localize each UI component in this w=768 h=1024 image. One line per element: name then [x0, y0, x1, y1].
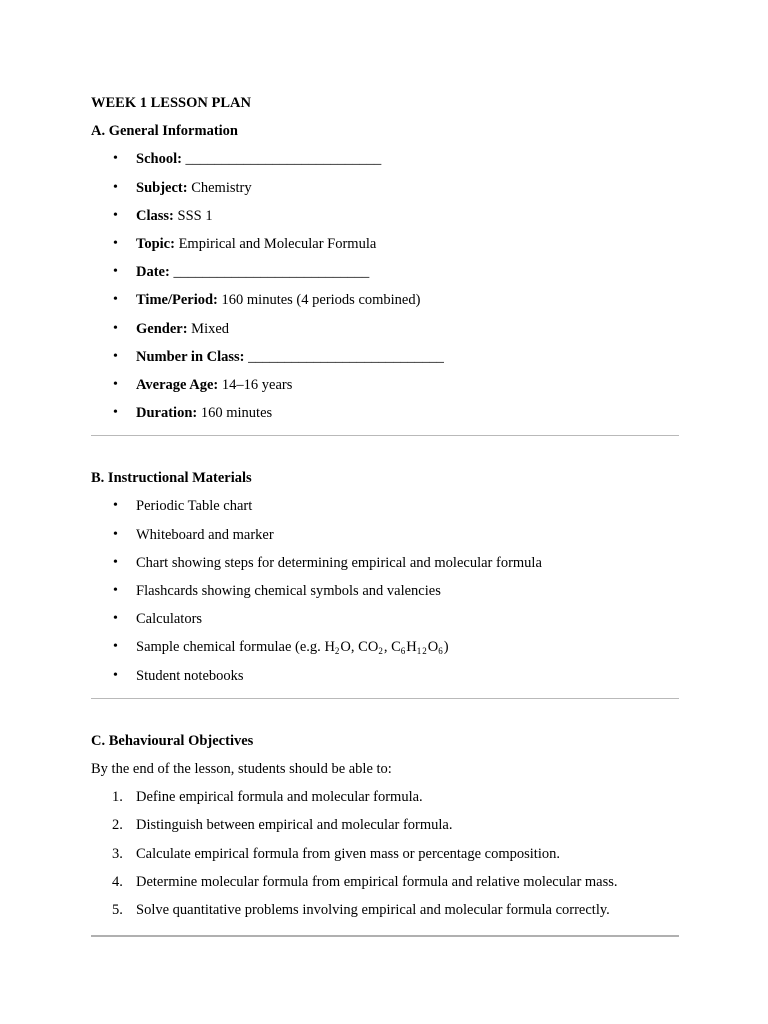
info-label: Subject:	[136, 179, 188, 196]
material-text: Flashcards showing chemical symbols and valencies	[136, 583, 441, 599]
info-label: Class:	[136, 207, 174, 224]
objective-item	[91, 844, 679, 872]
info-label: School:	[136, 151, 182, 168]
info-value: Mixed	[187, 320, 230, 337]
material-item	[91, 609, 679, 637]
info-value: 14–16 years	[218, 376, 293, 393]
objective-number: 3.	[112, 845, 123, 862]
info-value: 160 minutes	[197, 405, 273, 422]
bullet-marker: •	[113, 611, 118, 627]
bullet-marker: •	[113, 151, 118, 167]
objective-number: 1.	[112, 789, 123, 806]
objective-number: 4.	[112, 873, 123, 890]
section-a-heading: A. General Information	[91, 123, 238, 140]
formula-h2o: $H_2O$,	[324, 639, 359, 657]
bullet-marker: •	[113, 348, 118, 364]
bullet-marker: •	[113, 264, 118, 280]
info-item-duration	[91, 403, 679, 431]
formula-prefix: Sample chemical formulae (e.g.	[136, 639, 325, 656]
behavioural-objectives-list	[91, 787, 679, 928]
bullet-marker: •	[113, 376, 118, 392]
info-item-subject	[91, 178, 679, 206]
info-label: Average Age:	[136, 376, 219, 393]
material-item	[91, 666, 679, 694]
bullet-marker: •	[113, 292, 118, 308]
info-item-class	[91, 206, 679, 234]
objective-text: Calculate empirical formula from given mass or percentage composition.	[136, 845, 560, 862]
section-b-heading: B. Instructional Materials	[91, 470, 252, 487]
section-divider	[91, 698, 679, 731]
info-label: Time/Period:	[136, 292, 218, 309]
info-label: Date:	[136, 264, 170, 281]
info-label: Duration:	[136, 405, 198, 422]
info-label: Gender:	[136, 320, 188, 337]
info-item-date	[91, 262, 679, 290]
info-value: Chemistry	[187, 179, 252, 196]
objective-text: Solve quantitative problems involving empirical and molecular formula correctly.	[136, 901, 610, 918]
objective-text: Determine molecular formula from empirical formula and relative molecular mass.	[136, 873, 618, 890]
info-label: Number in Class:	[136, 348, 245, 365]
objective-item	[91, 900, 679, 928]
info-item-school	[91, 149, 679, 177]
objective-item	[91, 787, 679, 815]
objective-item	[91, 815, 679, 843]
objective-number: 5.	[112, 901, 123, 918]
info-item-number-in-class	[91, 347, 679, 375]
material-item	[91, 581, 679, 609]
section-divider	[91, 935, 679, 968]
lesson-plan-page	[91, 93, 679, 968]
bullet-marker: •	[113, 526, 118, 542]
objective-text: Distinguish between empirical and molecular formula.	[136, 817, 453, 834]
objective-item	[91, 872, 679, 900]
info-value: 160 minutes (4 periods combined)	[217, 292, 421, 309]
info-value: ___________________________	[169, 264, 370, 281]
formula-co2: $CO_2$	[358, 639, 384, 657]
info-value: SSS 1	[173, 207, 213, 224]
bullet-marker: •	[113, 498, 118, 514]
info-value: ___________________________	[244, 348, 444, 365]
bullet-marker: •	[113, 207, 118, 223]
objective-text: Define empirical formula and molecular formula.	[136, 789, 423, 806]
bullet-marker: •	[113, 235, 118, 251]
bullet-marker: •	[113, 667, 118, 683]
section-divider	[91, 435, 679, 468]
bullet-marker: •	[113, 583, 118, 598]
material-item-formulae: • Sample chemical formulae (e.g. $H_2O$, $CO_2$, $C_6H_{12}O_6$)	[113, 639, 449, 657]
bullet-marker: •	[113, 639, 118, 655]
objective-number: 2.	[112, 817, 123, 834]
info-item-time-period	[91, 290, 679, 318]
material-text: Student notebooks	[136, 667, 244, 684]
info-item-gender	[91, 319, 679, 347]
general-information-list	[91, 149, 679, 431]
bullet-marker: •	[113, 179, 118, 195]
material-item	[91, 553, 679, 581]
info-value: ___________________________	[181, 151, 382, 168]
info-label: Topic:	[136, 235, 175, 252]
material-text: Periodic Table chart	[136, 498, 253, 515]
instructional-materials-list	[91, 496, 679, 693]
bullet-marker: •	[113, 405, 118, 421]
info-item-topic	[91, 234, 679, 262]
info-value: Empirical and Molecular Formula	[174, 235, 377, 252]
material-text: Whiteboard and marker	[136, 526, 274, 543]
material-text: Chart showing steps for determining empirical and molecular formula	[136, 554, 542, 571]
material-text: Calculators	[136, 611, 203, 628]
material-item	[91, 525, 679, 553]
material-item	[91, 496, 679, 524]
bullet-marker: •	[113, 554, 118, 570]
bullet-marker: •	[113, 320, 118, 336]
document-title: WEEK 1 LESSON PLAN	[91, 95, 251, 111]
formula-glucose: $C_6H_{12}O_6$	[391, 639, 444, 657]
objectives-intro: By the end of the lesson, students should be able to:	[91, 760, 392, 777]
section-c-heading: C. Behavioural Objectives	[91, 732, 254, 749]
info-item-average-age	[91, 375, 679, 403]
